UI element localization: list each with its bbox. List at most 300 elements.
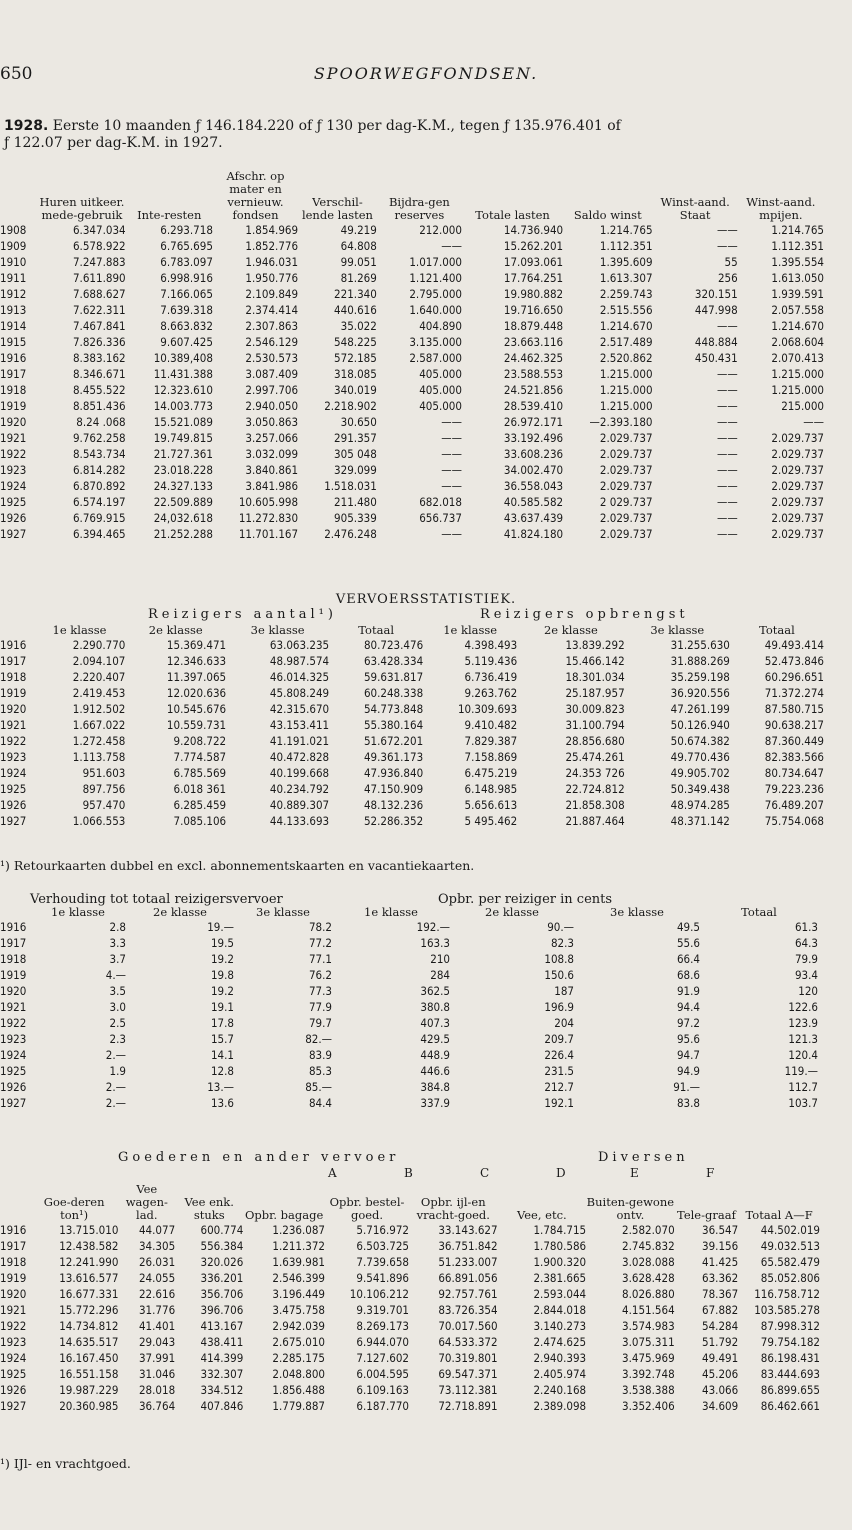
table-row [0, 1398, 820, 1414]
table-cell: 77.2 [308, 936, 332, 950]
table-cell: 24.521.856 [503, 383, 564, 397]
goederen-col-header: Tele-graaf [677, 1208, 736, 1222]
table-cell: 3.0 [109, 1000, 126, 1014]
table-cell: 78.367 [702, 1287, 739, 1301]
table-cell: 50.674.382 [670, 734, 730, 748]
table-cell: 11.701.167 [238, 527, 299, 541]
row-year: 1925 [0, 495, 27, 509]
row-year: 1924 [0, 1351, 27, 1365]
table-cell: —— [716, 415, 738, 429]
table-cell: 24,032.618 [153, 511, 213, 525]
table-cell: —— [716, 399, 738, 413]
table-cell: 83.8 [676, 1096, 700, 1110]
table-cell: 192.1 [544, 1096, 574, 1110]
table-cell: 5.716.972 [356, 1223, 410, 1237]
row-year: 1919 [0, 1271, 27, 1285]
table-cell: 91.— [673, 1080, 700, 1094]
table-cell: 24.462.325 [503, 351, 564, 365]
table-cell: 2.675.010 [272, 1335, 326, 1349]
table-cell: 2.546.399 [272, 1271, 326, 1285]
table-cell: 24.327.133 [153, 479, 213, 493]
financial-col-header: Verschil-lende lasten [301, 195, 373, 222]
table-cell: 7.639.318 [160, 303, 213, 317]
table-cell: 19.749.815 [153, 431, 213, 445]
table-cell: 1.779.887 [272, 1399, 326, 1413]
table-row [0, 478, 824, 494]
table-row [0, 653, 824, 669]
page-header [0, 64, 852, 88]
table-cell: 8.24 .068 [76, 415, 126, 429]
table-cell: 11.431.388 [153, 367, 213, 381]
table-cell: 19.2 [210, 952, 234, 966]
table-cell: 6.109.163 [356, 1383, 410, 1397]
row-year: 1923 [0, 1032, 27, 1046]
table-cell: 48.974.285 [670, 798, 730, 812]
table-cell: 14.1 [210, 1048, 234, 1062]
vervoer-title: VERVOERSSTATISTIEK. [335, 592, 517, 607]
table-cell: 1.017.000 [409, 255, 462, 269]
table-cell: 1.272.458 [72, 734, 126, 748]
table-cell: 1.640.000 [409, 303, 462, 317]
goederen-col-header: Vee wagen-lad. [125, 1182, 168, 1222]
table-cell: 48.987.574 [269, 654, 330, 668]
table-cell: 1.946.031 [245, 255, 299, 269]
table-cell: 28.856.680 [565, 734, 625, 748]
table-cell: 91.9 [676, 984, 700, 998]
table-cell: 49.493.414 [764, 638, 824, 652]
vervoer-col-header: 1e klasse [443, 623, 498, 637]
table-cell: 31.255.630 [670, 638, 730, 652]
table-cell: 1.215.000 [599, 383, 653, 397]
table-cell: 2.— [105, 1048, 126, 1062]
table-cell: 26.972.171 [503, 415, 564, 429]
table-cell: —— [441, 239, 462, 253]
goederen-footnote: ¹) IJl- en vrachtgoed. [0, 1456, 131, 1471]
table-cell: —2.393.180 [589, 415, 653, 429]
verhouding-col-header: 3e klasse [610, 905, 664, 919]
table-row [0, 1079, 818, 1095]
table-cell: 121.3 [788, 1032, 818, 1046]
table-row [0, 813, 824, 829]
table-cell: 3.352.406 [622, 1399, 675, 1413]
table-cell: 10.389,408 [153, 351, 213, 365]
table-cell: 35.259.198 [670, 670, 730, 684]
table-row [0, 733, 824, 749]
table-cell: 26.031 [138, 1255, 176, 1269]
table-cell: 6.814.282 [72, 463, 126, 477]
table-cell: 212.7 [544, 1080, 574, 1094]
table-cell: 17.8 [210, 1016, 234, 1030]
table-cell: 36.558.043 [503, 479, 564, 493]
table-cell: 2.290.770 [72, 638, 126, 652]
table-cell: 1.214.765 [771, 223, 824, 237]
table-cell: 42.315.670 [269, 702, 330, 716]
table-cell: 396.706 [200, 1303, 244, 1317]
table-cell: 7.774.587 [173, 750, 227, 764]
table-cell: 2.029.737 [771, 447, 824, 461]
table-cell: 6.944.070 [356, 1335, 410, 1349]
vervoer-col-header: 3e klasse [250, 623, 305, 637]
table-cell: 384.8 [420, 1080, 450, 1094]
opbrengst-per-reiziger-title: Opbr. per reiziger in cents [438, 892, 613, 907]
row-year: 1920 [0, 415, 27, 429]
table-cell: 440.616 [334, 303, 377, 317]
table-cell: 17.764.251 [503, 271, 564, 285]
table-cell: 8.455.522 [72, 383, 126, 397]
goederen-body [0, 1222, 820, 1414]
goederen-table [0, 1183, 820, 1414]
table-cell: 405.000 [419, 367, 462, 381]
table-cell: 3.628.428 [622, 1271, 675, 1285]
table-cell: —— [441, 527, 462, 541]
table-row [0, 1286, 820, 1302]
table-row [0, 494, 824, 510]
table-cell: 52.286.352 [363, 814, 424, 828]
table-cell: 957.470 [82, 798, 126, 812]
intro-line-2: ƒ 122.07 per dag-K.M. in 1927. [4, 135, 223, 151]
table-cell: 76.2 [308, 968, 332, 982]
table-cell: 40.199.668 [269, 766, 330, 780]
table-cell: 448.884 [694, 335, 738, 349]
vervoer-col-header: 1e klasse [52, 623, 107, 637]
table-cell: 76.489.207 [764, 798, 824, 812]
table-cell: 7.247.883 [72, 255, 126, 269]
table-cell: 448.9 [420, 1048, 450, 1062]
row-year: 1927 [0, 814, 27, 828]
table-cell: 94.9 [676, 1064, 700, 1078]
table-row [0, 1031, 818, 1047]
table-cell: 2.220.407 [72, 670, 126, 684]
table-cell: 6.347.034 [72, 223, 126, 237]
goederen-title: Goederen en ander vervoer [118, 1150, 400, 1165]
table-cell: 2.048.800 [272, 1367, 326, 1381]
row-year: 1922 [0, 1319, 27, 1333]
table-cell: 6.785.569 [173, 766, 227, 780]
table-row [0, 701, 824, 717]
table-row [0, 919, 818, 935]
table-cell: 2.940.050 [245, 399, 299, 413]
table-cell: 3.841.986 [245, 479, 299, 493]
vervoer-col-header: Totaal [358, 623, 394, 637]
table-cell: 2.844.018 [533, 1303, 587, 1317]
table-cell: 2.419.453 [72, 686, 126, 700]
table-cell: 2.029.737 [771, 511, 824, 525]
table-cell: 43.637.439 [503, 511, 564, 525]
table-cell: 5.656.613 [464, 798, 518, 812]
table-cell: 1.215.000 [771, 383, 824, 397]
table-cell: 2.515.556 [599, 303, 653, 317]
vervoer-subtitle-opbrengst: Reizigers opbrengst [480, 607, 689, 622]
row-year: 1920 [0, 702, 27, 716]
row-year: 1923 [0, 1335, 27, 1349]
table-cell: 291.357 [334, 431, 377, 445]
table-cell: —— [716, 431, 738, 445]
table-cell: 28.018 [138, 1383, 176, 1397]
table-cell: 24.055 [138, 1271, 176, 1285]
table-cell: 3.7 [109, 952, 126, 966]
table-cell: 2.940.393 [533, 1351, 587, 1365]
table-cell: 429.5 [420, 1032, 450, 1046]
table-cell: 3.840.861 [245, 463, 299, 477]
table-cell: 9.208.722 [173, 734, 227, 748]
table-row [0, 1254, 820, 1270]
row-year: 1918 [0, 670, 27, 684]
table-cell: 6.574.197 [72, 495, 126, 509]
verhouding-col-header: Totaal [741, 905, 777, 919]
vervoer-table [0, 624, 824, 829]
table-cell: 413.167 [200, 1319, 244, 1333]
table-cell: 15.7 [210, 1032, 234, 1046]
table-cell: 63.428.334 [363, 654, 424, 668]
table-cell: 1.121.400 [409, 271, 462, 285]
row-year: 1927 [0, 1096, 27, 1110]
table-row [0, 302, 824, 318]
table-row [0, 685, 824, 701]
table-cell: 6.998.916 [160, 271, 213, 285]
table-cell: 14.003.773 [153, 399, 213, 413]
table-cell: 336.201 [200, 1271, 244, 1285]
table-cell: 1.518.031 [324, 479, 377, 493]
row-year: 1916 [0, 1223, 27, 1237]
table-cell: 572.185 [334, 351, 377, 365]
table-cell: 48.132.236 [363, 798, 424, 812]
vervoer-footnote: ¹) Retourkaarten dubbel en excl. abonnementskaarten en vacantiekaarten. [0, 858, 475, 873]
row-year: 1921 [0, 1303, 27, 1317]
table-row [0, 286, 824, 302]
table-row [0, 430, 824, 446]
table-row [0, 1015, 818, 1031]
row-year: 1909 [0, 239, 27, 253]
table-cell: 9.541.896 [356, 1271, 410, 1285]
row-year: 1925 [0, 1064, 27, 1078]
vervoer-col-header: 2e klasse [148, 623, 203, 637]
table-cell: —— [716, 239, 738, 253]
table-cell: 407.3 [420, 1016, 450, 1030]
financial-table [0, 170, 824, 542]
table-cell: 64.808 [340, 239, 377, 253]
table-cell: 50.126.940 [670, 718, 730, 732]
table-cell: 1.912.502 [72, 702, 126, 716]
table-cell: 47.150.909 [363, 782, 424, 796]
column-letter: F [706, 1166, 715, 1180]
table-cell: 9.319.701 [356, 1303, 410, 1317]
goederen-col-header: Goe-deren ton¹) [43, 1195, 105, 1222]
table-row [0, 318, 824, 334]
table-cell: 1.395.609 [599, 255, 653, 269]
table-cell: 83.444.693 [760, 1367, 820, 1381]
table-cell: 1.113.758 [72, 750, 126, 764]
table-cell: 2.476.248 [324, 527, 377, 541]
table-cell: 407.846 [200, 1399, 244, 1413]
table-cell: 19.987.229 [59, 1383, 119, 1397]
table-cell: 7.085.106 [173, 814, 227, 828]
table-cell: 1.214.670 [599, 319, 653, 333]
table-cell: —— [441, 447, 462, 461]
table-cell: 8.346.671 [72, 367, 126, 381]
table-cell: 59.631.817 [363, 670, 424, 684]
table-cell: 6.018 361 [173, 782, 227, 796]
table-cell: 3.574.983 [622, 1319, 675, 1333]
table-cell: 204 [554, 1016, 574, 1030]
goederen-col-header: Vee enk. stuks [184, 1195, 234, 1222]
table-cell: 2.517.489 [599, 335, 653, 349]
table-cell: 405.000 [419, 399, 462, 413]
table-row [0, 462, 824, 478]
table-cell: 3.475.758 [272, 1303, 326, 1317]
table-cell: 6.187.770 [356, 1399, 410, 1413]
table-cell: 21.887.464 [565, 814, 625, 828]
table-cell: 85.3 [308, 1064, 332, 1078]
table-row [0, 1334, 820, 1350]
table-cell: 83.9 [308, 1048, 332, 1062]
table-cell: 1.215.000 [599, 399, 653, 413]
financial-col-header: Winst-aand. Staat [660, 195, 730, 222]
table-cell: 17.093.061 [503, 255, 564, 269]
table-cell: 68.6 [676, 968, 700, 982]
table-cell: 7.829.387 [464, 734, 518, 748]
table-cell: 305 048 [334, 447, 377, 461]
table-cell: 209.7 [544, 1032, 574, 1046]
verhouding-title: Verhouding tot totaal reizigersvervoer [30, 892, 283, 907]
table-cell: 10.559.731 [166, 718, 227, 732]
table-cell: 1.214.765 [599, 223, 653, 237]
table-cell: 2.057.558 [771, 303, 824, 317]
table-cell: 119.— [784, 1064, 818, 1078]
table-cell: 55.6 [676, 936, 700, 950]
table-row [0, 1047, 818, 1063]
verhouding-col-header: 3e klasse [256, 905, 310, 919]
table-cell: 66.4 [676, 952, 700, 966]
table-row [0, 1238, 820, 1254]
row-year: 1924 [0, 766, 27, 780]
table-cell: 15.262.201 [503, 239, 564, 253]
table-cell: 49.361.173 [363, 750, 424, 764]
table-cell: 380.8 [420, 1000, 450, 1014]
table-cell: 10.106.212 [349, 1287, 410, 1301]
vervoer-col-header: Totaal [759, 623, 795, 637]
table-cell: 438.411 [200, 1335, 244, 1349]
table-cell: 1.9 [109, 1064, 126, 1078]
table-cell: 87.360.449 [764, 734, 824, 748]
table-cell: 12.8 [210, 1064, 234, 1078]
table-cell: 23.663.116 [503, 335, 564, 349]
table-cell: 55.380.164 [363, 718, 424, 732]
table-cell: 2 029.737 [599, 495, 653, 509]
table-cell: 10.309.693 [457, 702, 518, 716]
financial-col-header: Totale lasten [475, 208, 550, 222]
table-cell: 2.582.070 [622, 1223, 675, 1237]
table-cell: 9.263.762 [464, 686, 518, 700]
verhouding-col-header: 2e klasse [153, 905, 207, 919]
table-cell: 446.6 [420, 1064, 450, 1078]
table-cell: 2.474.625 [533, 1335, 587, 1349]
table-cell: 15.369.471 [166, 638, 227, 652]
table-cell: —— [441, 415, 462, 429]
table-cell: 548.225 [334, 335, 377, 349]
row-year: 1916 [0, 351, 27, 365]
row-year: 1917 [0, 936, 27, 950]
table-cell: 337.9 [420, 1096, 450, 1110]
table-cell: 256 [717, 271, 738, 285]
table-cell: 37.991 [138, 1351, 176, 1365]
row-year: 1918 [0, 383, 27, 397]
table-cell: 2.029.737 [599, 479, 653, 493]
table-cell: 94.4 [676, 1000, 700, 1014]
table-cell: 5 495.462 [464, 814, 518, 828]
intro-line-1: Eerste 10 maanden ƒ 146.184.220 of ƒ 130 per dag-K.M., tegen ƒ 135.976.401 of [52, 118, 621, 134]
vervoer-col-header: 3e klasse [650, 623, 705, 637]
table-cell: —— [716, 511, 738, 525]
table-cell: 1.215.000 [599, 367, 653, 381]
table-cell: —— [716, 367, 738, 381]
table-cell: 34.305 [138, 1239, 176, 1253]
column-letter: D [556, 1166, 566, 1180]
table-cell: 75.754.068 [764, 814, 824, 828]
table-cell: —— [716, 495, 738, 509]
table-cell: 2.029.737 [771, 463, 824, 477]
table-cell: 19.5 [210, 936, 234, 950]
table-cell: 50.349.438 [670, 782, 730, 796]
table-cell: 4.151.564 [622, 1303, 675, 1317]
table-cell: 7.467.841 [72, 319, 126, 333]
table-cell: 36.547 [702, 1223, 739, 1237]
goederen-col-header: Totaal A—F [745, 1208, 813, 1222]
table-row [0, 999, 818, 1015]
table-row [0, 366, 824, 382]
table-cell: 7.739.658 [356, 1255, 410, 1269]
table-cell: 9.762.258 [72, 431, 126, 445]
table-row [0, 1222, 820, 1238]
table-cell: 2.405.974 [533, 1367, 587, 1381]
table-row [0, 797, 824, 813]
table-cell: 12.438.582 [59, 1239, 119, 1253]
table-cell: 67.882 [702, 1303, 739, 1317]
table-cell: 1.852.776 [245, 239, 299, 253]
table-cell: —— [441, 431, 462, 445]
row-year: 1924 [0, 479, 27, 493]
table-row [0, 717, 824, 733]
table-cell: 65.582.479 [760, 1255, 820, 1269]
table-cell: 82.— [305, 1032, 332, 1046]
table-cell: 29.043 [138, 1335, 176, 1349]
table-cell: 47.261.199 [670, 702, 730, 716]
table-cell: 12.346.633 [166, 654, 227, 668]
row-year: 1912 [0, 287, 27, 301]
financial-col-header: Winst-aand. mpijen. [746, 195, 816, 222]
table-cell: 64.3 [794, 936, 818, 950]
table-cell: 54.773.848 [363, 702, 424, 716]
row-year: 1919 [0, 968, 27, 982]
table-cell: 116.758.712 [754, 1287, 820, 1301]
table-cell: 23.018.228 [153, 463, 213, 477]
table-cell: 19.2 [210, 984, 234, 998]
table-cell: 30.009.823 [565, 702, 625, 716]
table-cell: 99.051 [340, 255, 377, 269]
table-cell: 2.8 [109, 920, 126, 934]
goederen-col-header: Opbr. bagage [244, 1208, 324, 1222]
table-cell: 2.389.098 [533, 1399, 587, 1413]
table-row [0, 1270, 820, 1286]
table-cell: 1.854.969 [245, 223, 299, 237]
table-cell: 2.029.737 [599, 431, 653, 445]
table-row [0, 781, 824, 797]
row-year: 1925 [0, 782, 27, 796]
table-cell: 22.616 [138, 1287, 176, 1301]
table-cell: 25.474.261 [565, 750, 625, 764]
table-cell: 40.585.582 [503, 495, 564, 509]
table-cell: 405.000 [419, 383, 462, 397]
table-cell: 2.— [105, 1096, 126, 1110]
